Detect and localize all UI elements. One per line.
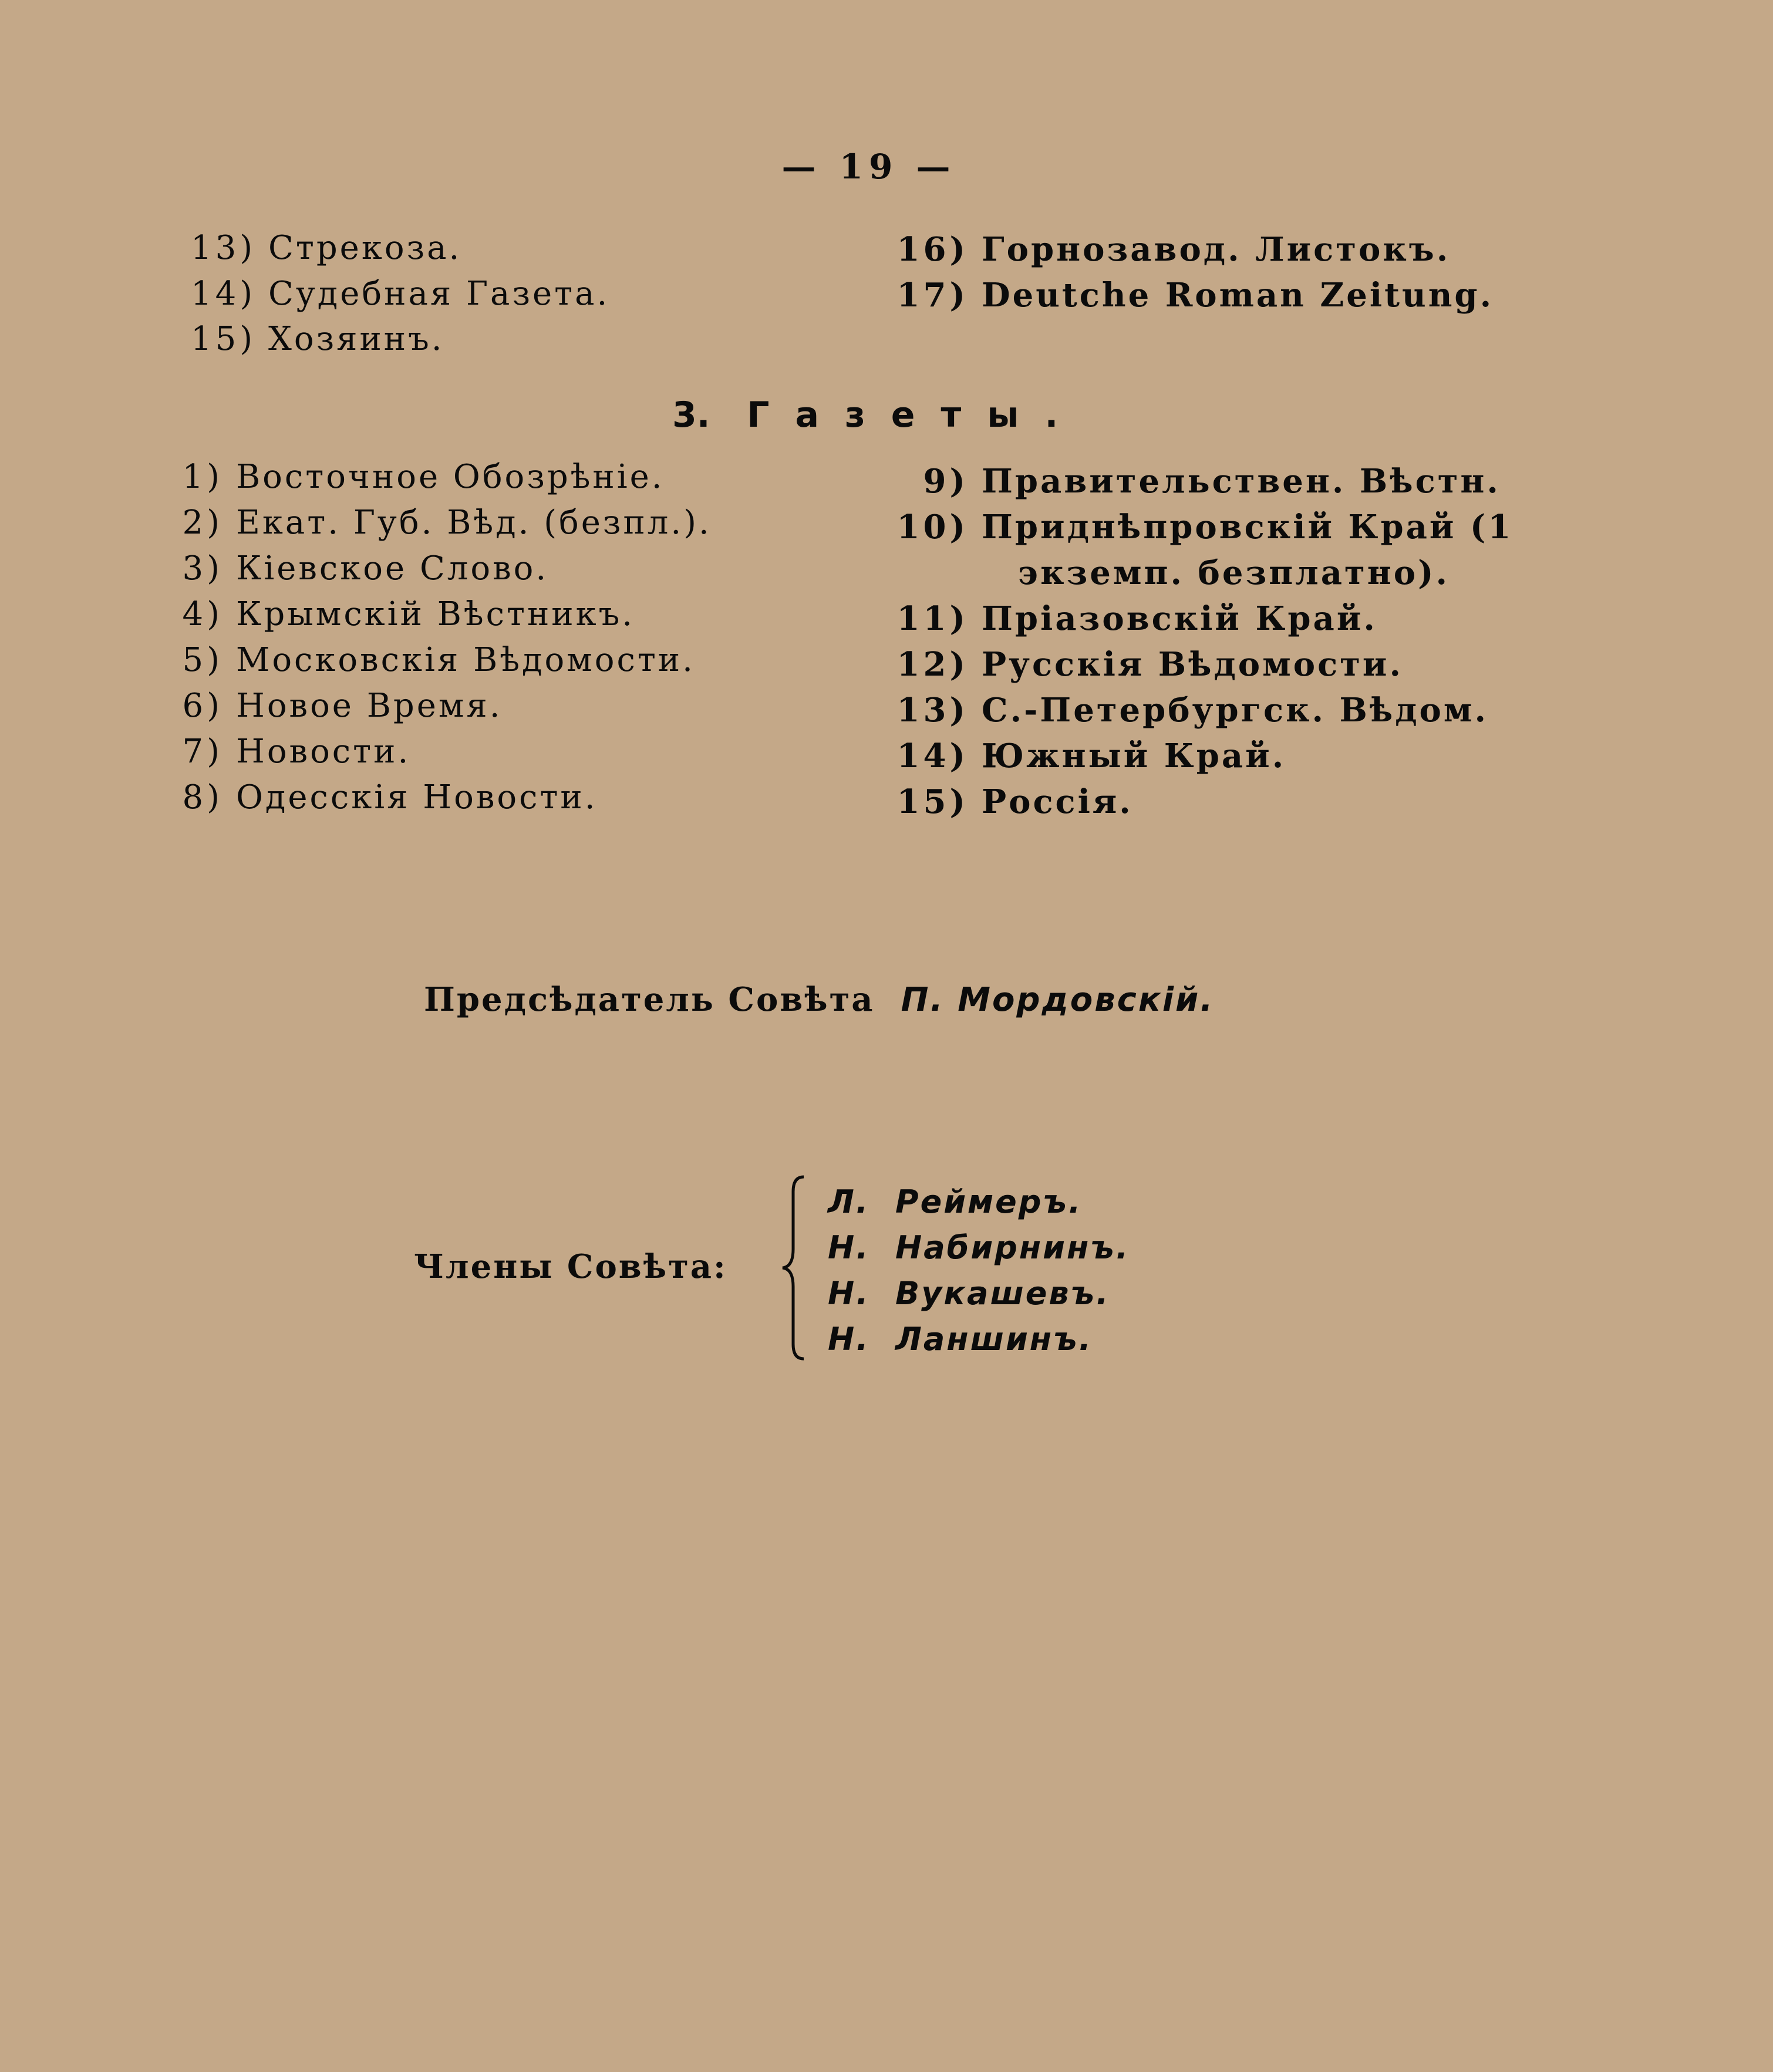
section-title: Газеты. xyxy=(747,394,1084,436)
item-number: 3) xyxy=(182,549,223,588)
item-title: Русскія Вѣдомости. xyxy=(982,645,1403,684)
list-item xyxy=(191,229,462,267)
member-surname: Набирнинъ. xyxy=(895,1229,1130,1266)
item-number: 17) xyxy=(896,276,969,315)
section-heading xyxy=(672,394,1084,436)
list-item xyxy=(159,595,635,633)
item-title: Новости. xyxy=(236,733,411,771)
item-number: 10) xyxy=(896,508,969,546)
item-number: 13) xyxy=(191,229,257,267)
member-initial: Л. xyxy=(828,1183,870,1220)
item-title: Одесскія Новости. xyxy=(236,778,598,816)
list-item xyxy=(159,641,695,679)
item-title: Кіевское Слово. xyxy=(236,549,549,588)
item-number: 13) xyxy=(896,691,969,730)
item-title: Восточное Обозрѣніе. xyxy=(236,458,665,496)
chairman-name: П. Мордовскій. xyxy=(901,981,1215,1019)
list-item xyxy=(191,320,444,358)
item-title: Россія. xyxy=(982,782,1133,821)
page-number: — 19 — xyxy=(781,147,956,187)
member-name xyxy=(828,1183,1083,1220)
member-initial: Н. xyxy=(828,1275,870,1312)
list-item xyxy=(881,737,1286,775)
member-name xyxy=(828,1321,1093,1358)
list-item xyxy=(159,549,549,588)
item-title: Крымскій Вѣстникъ. xyxy=(236,595,635,633)
chairman-label: Предсѣдатель Совѣта xyxy=(424,980,875,1019)
member-initial: Н. xyxy=(828,1321,870,1358)
item-number: 9) xyxy=(923,462,969,501)
item-number: 14) xyxy=(896,737,969,775)
item-title: Правительствен. Вѣстн. xyxy=(982,462,1501,501)
item-number: 8) xyxy=(182,778,223,816)
curly-brace-icon xyxy=(778,1174,813,1362)
list-item xyxy=(881,645,1403,684)
item-number: 5) xyxy=(182,641,223,679)
item-number: 14) xyxy=(191,275,257,313)
list-item xyxy=(881,230,1451,269)
member-initial: Н. xyxy=(828,1229,870,1266)
item-title: Стрекоза. xyxy=(268,229,462,267)
item-title: С.-Петербургск. Вѣдом. xyxy=(982,691,1489,730)
item-number: 15) xyxy=(191,320,257,358)
list-item xyxy=(159,458,665,496)
item-title: экземп. безплатно). xyxy=(1018,554,1450,592)
item-title: Горнозавод. Листокъ. xyxy=(982,230,1451,269)
item-title: Deutche Roman Zeitung. xyxy=(982,276,1494,315)
list-item xyxy=(881,276,1494,315)
item-title: Новое Время. xyxy=(236,687,503,725)
list-item xyxy=(159,733,411,771)
item-number: 7) xyxy=(182,733,223,771)
member-name xyxy=(828,1229,1130,1266)
item-title: Южный Край. xyxy=(982,737,1286,775)
item-title: Хозяинъ. xyxy=(268,320,444,358)
list-item-continuation xyxy=(881,554,1450,592)
list-item xyxy=(159,778,598,816)
item-title: Пріазовскій Край. xyxy=(982,599,1377,638)
list-item xyxy=(881,599,1377,638)
list-item xyxy=(881,462,1501,501)
item-number: 6) xyxy=(182,687,223,725)
list-item xyxy=(159,504,712,542)
item-title: Московскія Вѣдомости. xyxy=(236,641,695,679)
item-number: 12) xyxy=(896,645,969,684)
member-name xyxy=(828,1275,1110,1312)
members-label: Члены Совѣта: xyxy=(414,1247,727,1286)
item-number: 4) xyxy=(182,595,223,633)
item-title: Екат. Губ. Вѣд. (безпл.). xyxy=(236,504,712,542)
member-surname: Ланшинъ. xyxy=(895,1321,1093,1358)
item-title: Судебная Газета. xyxy=(268,275,610,313)
item-number: 16) xyxy=(896,230,969,269)
list-item xyxy=(159,687,503,725)
list-item xyxy=(881,782,1133,821)
chairman-signature xyxy=(424,980,1215,1019)
list-item xyxy=(881,508,1514,546)
item-title: Приднѣпровскій Край (1 xyxy=(982,508,1514,546)
member-surname: Вукашевъ. xyxy=(895,1275,1110,1312)
list-item xyxy=(191,275,610,313)
item-number: 1) xyxy=(182,458,223,496)
section-number: 3. xyxy=(672,394,710,436)
item-number: 15) xyxy=(896,782,969,821)
list-item xyxy=(881,691,1489,730)
item-number: 2) xyxy=(182,504,223,542)
item-number: 11) xyxy=(896,599,969,638)
member-surname: Реймеръ. xyxy=(895,1183,1083,1220)
